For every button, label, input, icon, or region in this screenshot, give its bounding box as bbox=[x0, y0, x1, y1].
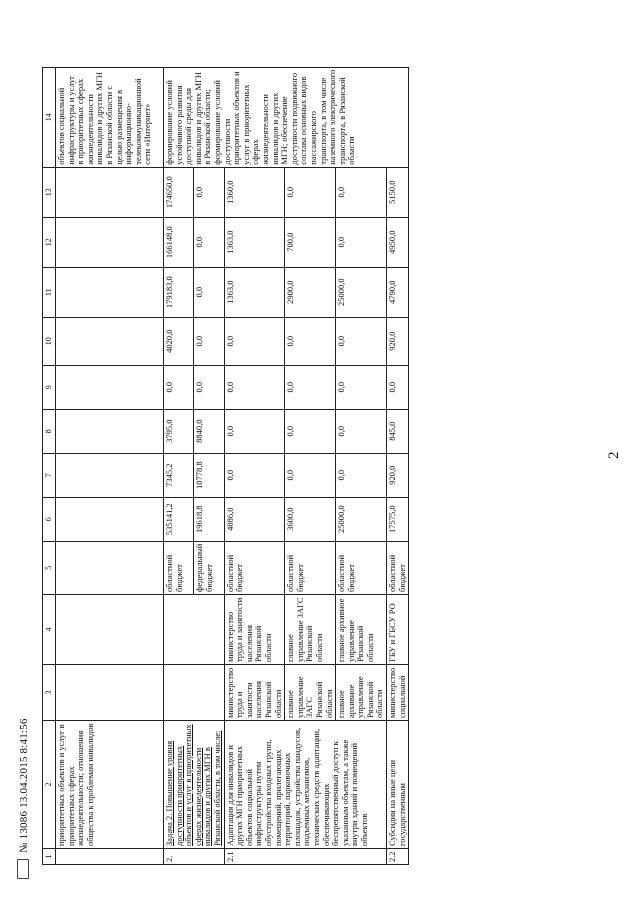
value-y1: 0,0 bbox=[224, 453, 285, 497]
recipient bbox=[56, 595, 164, 665]
funding-source: областной бюджет bbox=[336, 541, 387, 594]
funding-source bbox=[56, 541, 164, 594]
funding-source: областной бюджет bbox=[164, 541, 194, 594]
value-y6 bbox=[56, 217, 164, 267]
row-number: 2.1 bbox=[224, 849, 387, 865]
value-y7: 5150,0 bbox=[387, 167, 409, 217]
value-y5: 4790,0 bbox=[387, 267, 409, 317]
row-number: 2.2 bbox=[387, 849, 409, 865]
value-y5: 0,0 bbox=[194, 267, 224, 317]
executor: главное архивное управление Рязанской области bbox=[336, 665, 387, 721]
program-table bbox=[42, 67, 409, 865]
value-y6: 4950,0 bbox=[387, 217, 409, 267]
table-row bbox=[164, 67, 194, 864]
value-y2: 8840,0 bbox=[194, 409, 224, 453]
value-y5: 25000,0 bbox=[336, 267, 387, 317]
col-header: 7 bbox=[43, 453, 56, 497]
table-row bbox=[56, 67, 164, 864]
table-row bbox=[224, 67, 285, 864]
value-y7: 0,0 bbox=[336, 167, 387, 217]
recipient: ГБУ и ГБСУ РО bbox=[387, 595, 409, 665]
value-y3: 0,0 bbox=[336, 365, 387, 409]
col-header: 14 bbox=[43, 67, 56, 167]
col-header: 6 bbox=[43, 497, 56, 541]
value-total: 3600,0 bbox=[285, 497, 336, 541]
value-y7: 0,0 bbox=[194, 167, 224, 217]
value-total: 19618,8 bbox=[194, 497, 224, 541]
funding-source: областной бюджет bbox=[224, 541, 285, 594]
row-number bbox=[56, 849, 164, 865]
value-y3: 0,0 bbox=[164, 365, 194, 409]
value-y1 bbox=[56, 453, 164, 497]
executor bbox=[164, 665, 225, 721]
value-y4: 0,0 bbox=[285, 317, 336, 365]
col-header: 13 bbox=[43, 167, 56, 217]
value-y2: 0,0 bbox=[336, 409, 387, 453]
measure-name: Адаптация для инвалидов и других МГН приоритетных объектов социальной инфраструктуры путем обустройства входных групп, помещений, прилегающих территорий, парковочных площадок, устройства пандусов, подъемных механизмов, технических средств адаптации, обеспечивающих беспрепятственный доступ к указанным объектам, а также внутри зданий и помещений объектов bbox=[224, 721, 387, 849]
expected-result: объектов социальной инфраструктуры и услуг в приоритетных сферах жизнедеятельности инвалидов и других МГН в Рязанской области с целью размещения в информационно-телекоммуникационной сети «Интернет» bbox=[56, 67, 164, 167]
value-y6: 0,0 bbox=[336, 217, 387, 267]
measure-name: Задача 2. Повышение уровня доступности приоритетных объектов и услуг в приоритетных сферах жизнедеятельности инвалидов и других МГН в Рязанской области, в том числе: bbox=[164, 721, 225, 849]
col-header: 8 bbox=[43, 409, 56, 453]
value-y2 bbox=[56, 409, 164, 453]
value-y3: 0,0 bbox=[285, 365, 336, 409]
funding-source: областной бюджет bbox=[387, 541, 409, 594]
value-y5: 1363,0 bbox=[224, 267, 285, 317]
value-y3 bbox=[56, 365, 164, 409]
value-y6: 0,0 bbox=[194, 217, 224, 267]
value-y2: 3795,0 bbox=[164, 409, 194, 453]
value-y6: 166148,0 bbox=[164, 217, 194, 267]
col-header: 4 bbox=[43, 595, 56, 665]
recipient: министерство труда и занятости населения Рязанской области bbox=[224, 595, 285, 665]
value-total: 17575,0 bbox=[387, 497, 409, 541]
header-row bbox=[43, 67, 56, 864]
col-header: 3 bbox=[43, 665, 56, 721]
stamp-box bbox=[17, 859, 29, 879]
value-total: 25000,0 bbox=[336, 497, 387, 541]
value-y2: 0,0 bbox=[285, 409, 336, 453]
table-row bbox=[387, 67, 409, 864]
value-y7 bbox=[56, 167, 164, 217]
col-header: 1 bbox=[43, 849, 56, 865]
row-number: 2. bbox=[164, 849, 225, 865]
executor bbox=[56, 665, 164, 721]
measure-name: приоритетных объектов и услуг в приоритетных сферах жизнедеятельности; отношения общества к проблемам инвалидов bbox=[56, 721, 164, 849]
document-registration-stamp bbox=[18, 718, 30, 875]
funding-source: федеральный бюджет bbox=[194, 541, 224, 594]
col-header: 10 bbox=[43, 317, 56, 365]
recipient: главное управление ЗАГС Рязанской области bbox=[285, 595, 336, 665]
doc-number: № 13086 13.04.2015 8:41:56 bbox=[18, 718, 30, 853]
executor: главное управление ЗАГС Рязанской области bbox=[285, 665, 336, 721]
value-y4: 920,0 bbox=[387, 317, 409, 365]
value-y4: 0,0 bbox=[336, 317, 387, 365]
value-y7: 174650,0 bbox=[164, 167, 194, 217]
value-y3: 0,0 bbox=[387, 365, 409, 409]
value-total: 535141,2 bbox=[164, 497, 194, 541]
measure-name: Субсидии на иные цели государственным bbox=[387, 721, 409, 849]
value-y4: 4020,0 bbox=[164, 317, 194, 365]
col-header: 2 bbox=[43, 721, 56, 849]
value-total: 4086,0 bbox=[224, 497, 285, 541]
value-y2: 0,0 bbox=[224, 409, 285, 453]
col-header: 9 bbox=[43, 365, 56, 409]
value-y1: 0,0 bbox=[285, 453, 336, 497]
expected-result: формирование условий устойчивого развития доступной среды для инвалидов и других МГН в Рязанской области; формирование условий доступности приоритетных объектов и услуг в приоритетных сферах жизнедеятельности инвалидов и других МГН; обеспечение доступности подвижного состава основных видов пассажирского транспорта, в том числе наземного электрического транспорта, в Рязанской области bbox=[164, 67, 409, 167]
value-y1: 7345,2 bbox=[164, 453, 194, 497]
col-header: 5 bbox=[43, 541, 56, 594]
value-y4 bbox=[56, 317, 164, 365]
value-y1: 10778,8 bbox=[194, 453, 224, 497]
value-y7: 1360,0 bbox=[224, 167, 285, 217]
recipient bbox=[164, 595, 225, 665]
value-y4: 0,0 bbox=[194, 317, 224, 365]
col-header: 11 bbox=[43, 267, 56, 317]
value-total bbox=[56, 497, 164, 541]
value-y6: 700,0 bbox=[285, 217, 336, 267]
col-header: 12 bbox=[43, 217, 56, 267]
value-y7: 0,0 bbox=[285, 167, 336, 217]
value-y1: 920,0 bbox=[387, 453, 409, 497]
page-number: 2 bbox=[606, 451, 622, 459]
recipient: главное архивное управление Рязанской области bbox=[336, 595, 387, 665]
funding-source: областной бюджет bbox=[285, 541, 336, 594]
value-y4: 0,0 bbox=[224, 317, 285, 365]
executor: министерство социальной bbox=[387, 665, 409, 721]
value-y3: 0,0 bbox=[194, 365, 224, 409]
executor: министерство труда и занятости населения Рязанской области bbox=[224, 665, 285, 721]
value-y3: 0,0 bbox=[224, 365, 285, 409]
rotated-page bbox=[10, 0, 630, 905]
value-y1: 0,0 bbox=[336, 453, 387, 497]
value-y5: 2900,0 bbox=[285, 267, 336, 317]
value-y5 bbox=[56, 267, 164, 317]
value-y5: 179183,0 bbox=[164, 267, 194, 317]
value-y2: 845,0 bbox=[387, 409, 409, 453]
value-y6: 1363,0 bbox=[224, 217, 285, 267]
